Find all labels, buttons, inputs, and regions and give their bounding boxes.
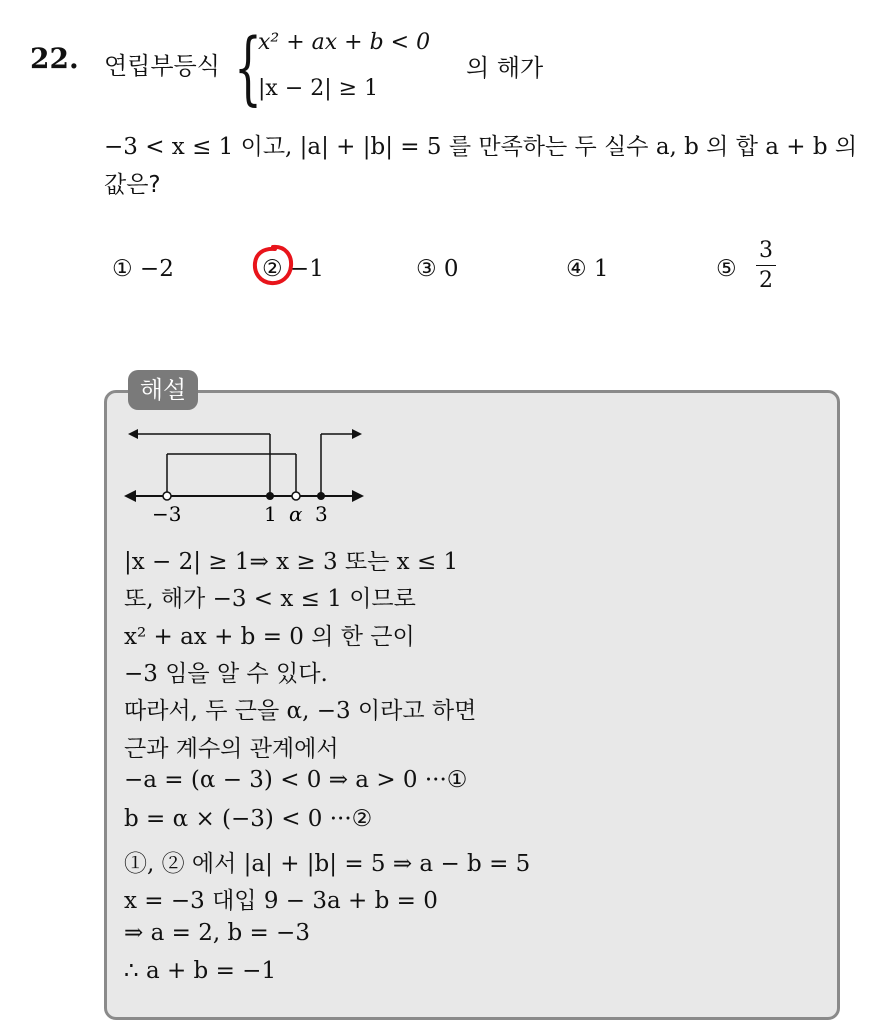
solution-line-9: ①, ② 에서 |a| + |b| = 5 ⇒ a − b = 5: [124, 851, 531, 877]
system-inequality-1: x² + ax + b < 0: [258, 30, 431, 55]
solution-line-5: 따라서, 두 근을 α, −3 이라고 하면: [124, 698, 477, 724]
question-ask: 값은?: [104, 172, 161, 198]
choice-1[interactable]: ① −2: [112, 256, 174, 282]
solution-line-11: ⇒ a = 2, b = −3: [124, 920, 310, 946]
tick-label-1: 1: [264, 502, 277, 526]
number-line-diagram: [120, 420, 380, 530]
choice-2[interactable]: ② −1: [262, 256, 324, 282]
choice-3[interactable]: ③ 0: [416, 256, 459, 282]
system-inequality-2: |x − 2| ≥ 1: [258, 76, 379, 101]
choice-5-fraction: [756, 238, 776, 293]
question-intro: 연립부등식: [104, 52, 220, 80]
solution-line-12: ∴ a + b = −1: [124, 958, 277, 984]
solution-line-6: 근과 계수의 관계에서: [124, 736, 339, 762]
solution-line-7: −a = (α − 3) < 0 ⇒ a > 0 ···①: [124, 767, 468, 793]
choice-4[interactable]: ④ 1: [566, 256, 609, 282]
fraction-denominator: 2: [759, 268, 773, 293]
tick-label-3: 3: [315, 502, 328, 526]
solution-line-2: 또, 해가 −3 < x ≤ 1 이므로: [124, 586, 416, 612]
tick-label-alpha: α: [289, 502, 303, 526]
tick-label-neg3: −3: [152, 502, 182, 526]
answer-circle-mark: [251, 243, 295, 287]
system-brace: {: [234, 21, 262, 114]
fraction-numerator: 3: [759, 238, 773, 263]
solution-tag: 해설: [128, 370, 198, 410]
solution-line-8: b = α × (−3) < 0 ···②: [124, 806, 373, 832]
solution-line-4: −3 임을 알 수 있다.: [124, 661, 328, 687]
question-tail: 의 해가: [466, 54, 544, 82]
solution-line-1: |x − 2| ≥ 1⇒ x ≥ 3 또는 x ≤ 1: [124, 549, 459, 575]
question-number: 22.: [30, 42, 79, 75]
solution-line-3: x² + ax + b = 0 의 한 근이: [124, 624, 415, 650]
fraction-bar: [756, 265, 776, 266]
solution-line-10: x = −3 대입 9 − 3a + b = 0: [124, 888, 438, 914]
choice-5[interactable]: ⑤: [716, 256, 737, 282]
question-condition: −3 < x ≤ 1 이고, |a| + |b| = 5 를 만족하는 두 실수 a, b 의 합 a + b 의: [104, 134, 858, 160]
